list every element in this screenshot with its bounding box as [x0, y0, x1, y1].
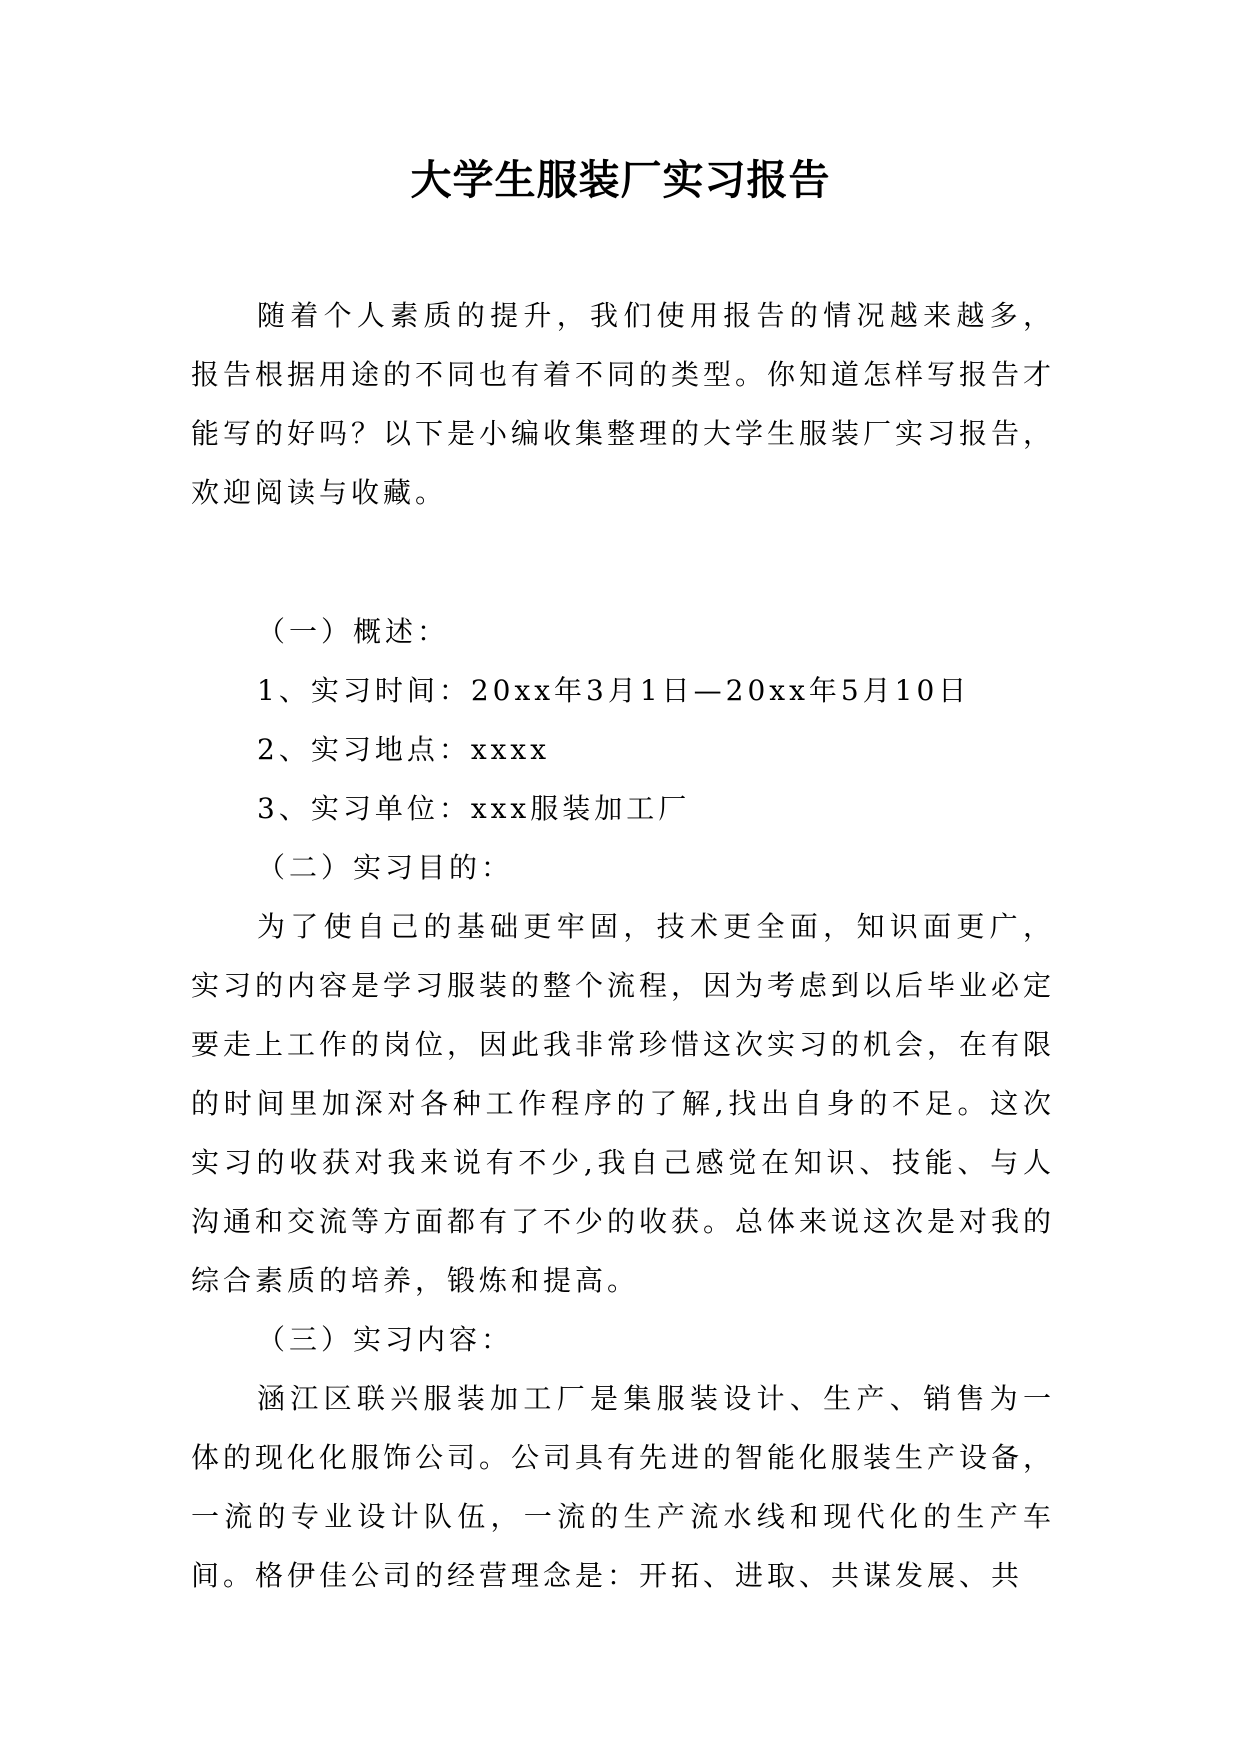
section-heading-content: （三）实习内容： [257, 1323, 514, 1356]
section-heading-overview: （一）概述： [257, 615, 450, 648]
document-body [191, 286, 1055, 1605]
content-paragraph: 涵江区联兴服装加工厂是集服装设计、生产、销售为一体的现化化服饰公司。公司具有先进的智能化服装生产设备，一流的专业设计队伍，一流的生产流水线和现代化的生产车间。格伊佳公司的经营理念是：开拓、进取、共谋发展、共 [191, 1382, 1056, 1592]
list-item-time: 1、实习时间：20xx年3月1日—20xx年5月10日 [257, 674, 971, 707]
intro-paragraph: 随着个人素质的提升，我们使用报告的情况越来越多，报告根据用途的不同也有着不同的类型。你知道怎样写报告才能写的好吗？以下是小编收集整理的大学生服装厂实习报告，欢迎阅读与收藏。 [191, 299, 1056, 509]
list-item-unit: 3、实习单位：xxx服装加工厂 [257, 792, 691, 825]
document-title: 大学生服装厂实习报告 [410, 156, 831, 204]
purpose-paragraph: 为了使自己的基础更牢固，技术更全面，知识面更广，实习的内容是学习服装的整个流程，因为考虑到以后毕业必定要走上工作的岗位，因此我非常珍惜这次实习的机会，在有限的时间里加深对各种工作程序的了解,找出自身的不足。这次实习的收获对我来说有不少,我自己感觉在知识、技能、与人沟通和交流等方面都有了不少的收获。总体来说这次是对我的综合素质的培养，锻炼和提高。 [191, 910, 1056, 1297]
section-heading-purpose: （二）实习目的： [257, 851, 514, 884]
list-item-location: 2、实习地点：xxxx [257, 733, 550, 766]
paragraph-gap [191, 522, 1055, 602]
